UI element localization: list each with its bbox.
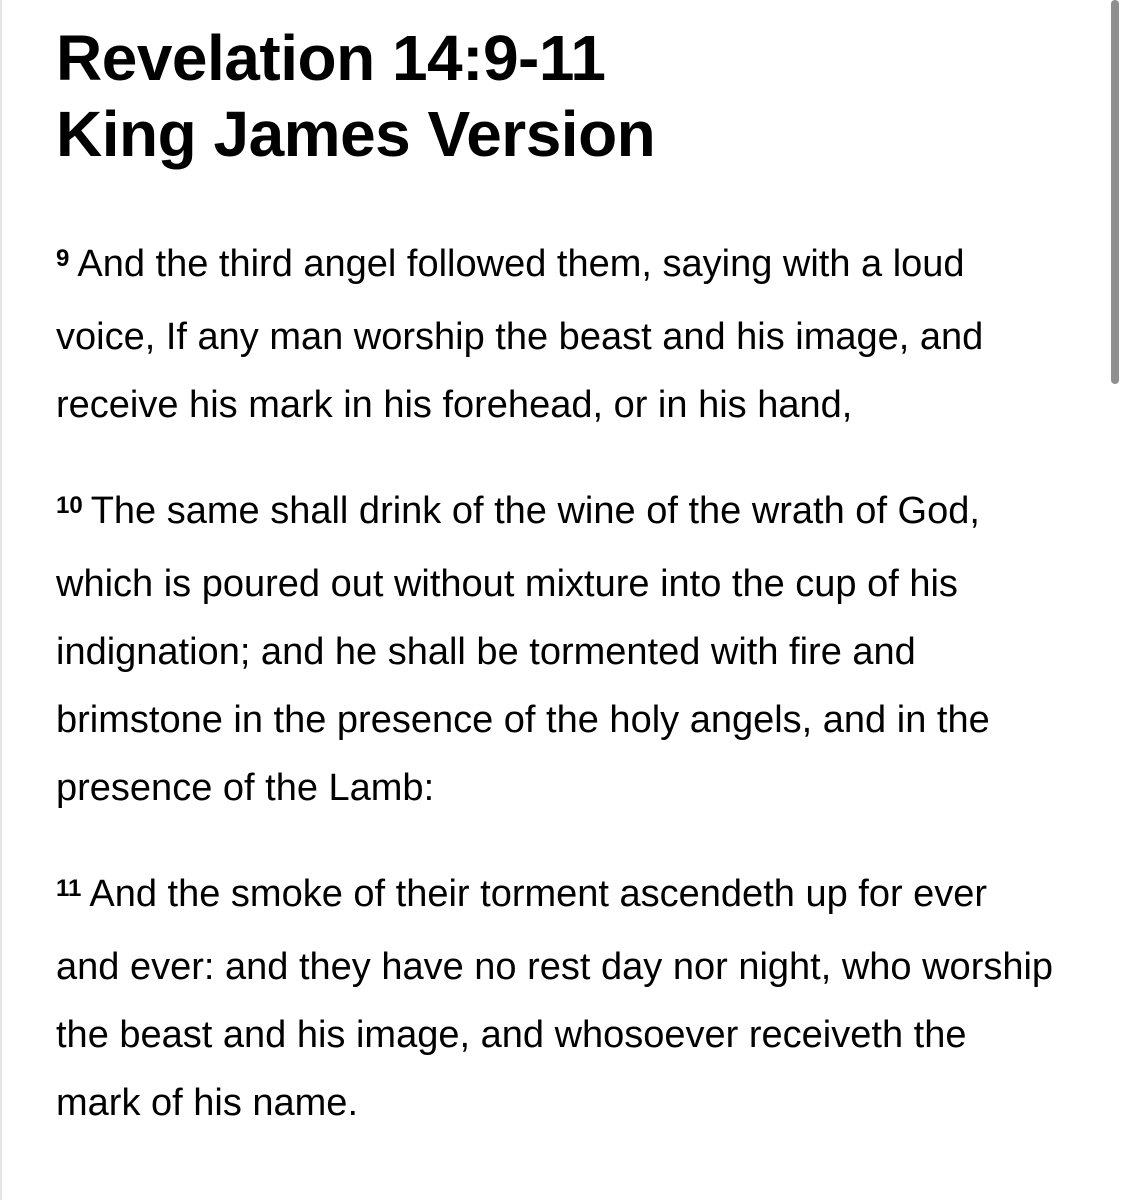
left-edge-divider <box>0 0 2 1200</box>
title-version: King James Version <box>56 98 656 170</box>
verse-text: And the third angel followed them, saying with a loud voice, If any man worship the beast and his image, and receive his mark in his forehead, or in his hand, <box>56 243 984 426</box>
verse-text: The same shall drink of the wine of the wrath of God, which is poured out without mixture into the cup of his indignation; and he shall be tormented with fire and brimstone in the presence of the holy angels, and in the presence of the Lamb: <box>56 490 990 809</box>
verse-number: 9 <box>56 245 70 272</box>
verse-text: And the smoke of their torment ascendeth up for ever and ever: and they have no rest day nor night, who worship the beast and his image, and whosoever receiveth the mark of his name. <box>56 873 1054 1124</box>
title-reference: Revelation 14:9-11 <box>56 22 606 94</box>
verse-list <box>56 230 1056 1137</box>
page-title <box>56 20 1056 172</box>
verse-10 <box>56 477 1056 822</box>
scripture-page <box>56 20 1056 1175</box>
verse-9 <box>56 230 1056 439</box>
vertical-scrollbar[interactable] <box>1111 0 1119 384</box>
verse-number: 10 <box>56 492 83 519</box>
verse-number: 11 <box>56 875 82 902</box>
verse-11 <box>56 860 1056 1137</box>
